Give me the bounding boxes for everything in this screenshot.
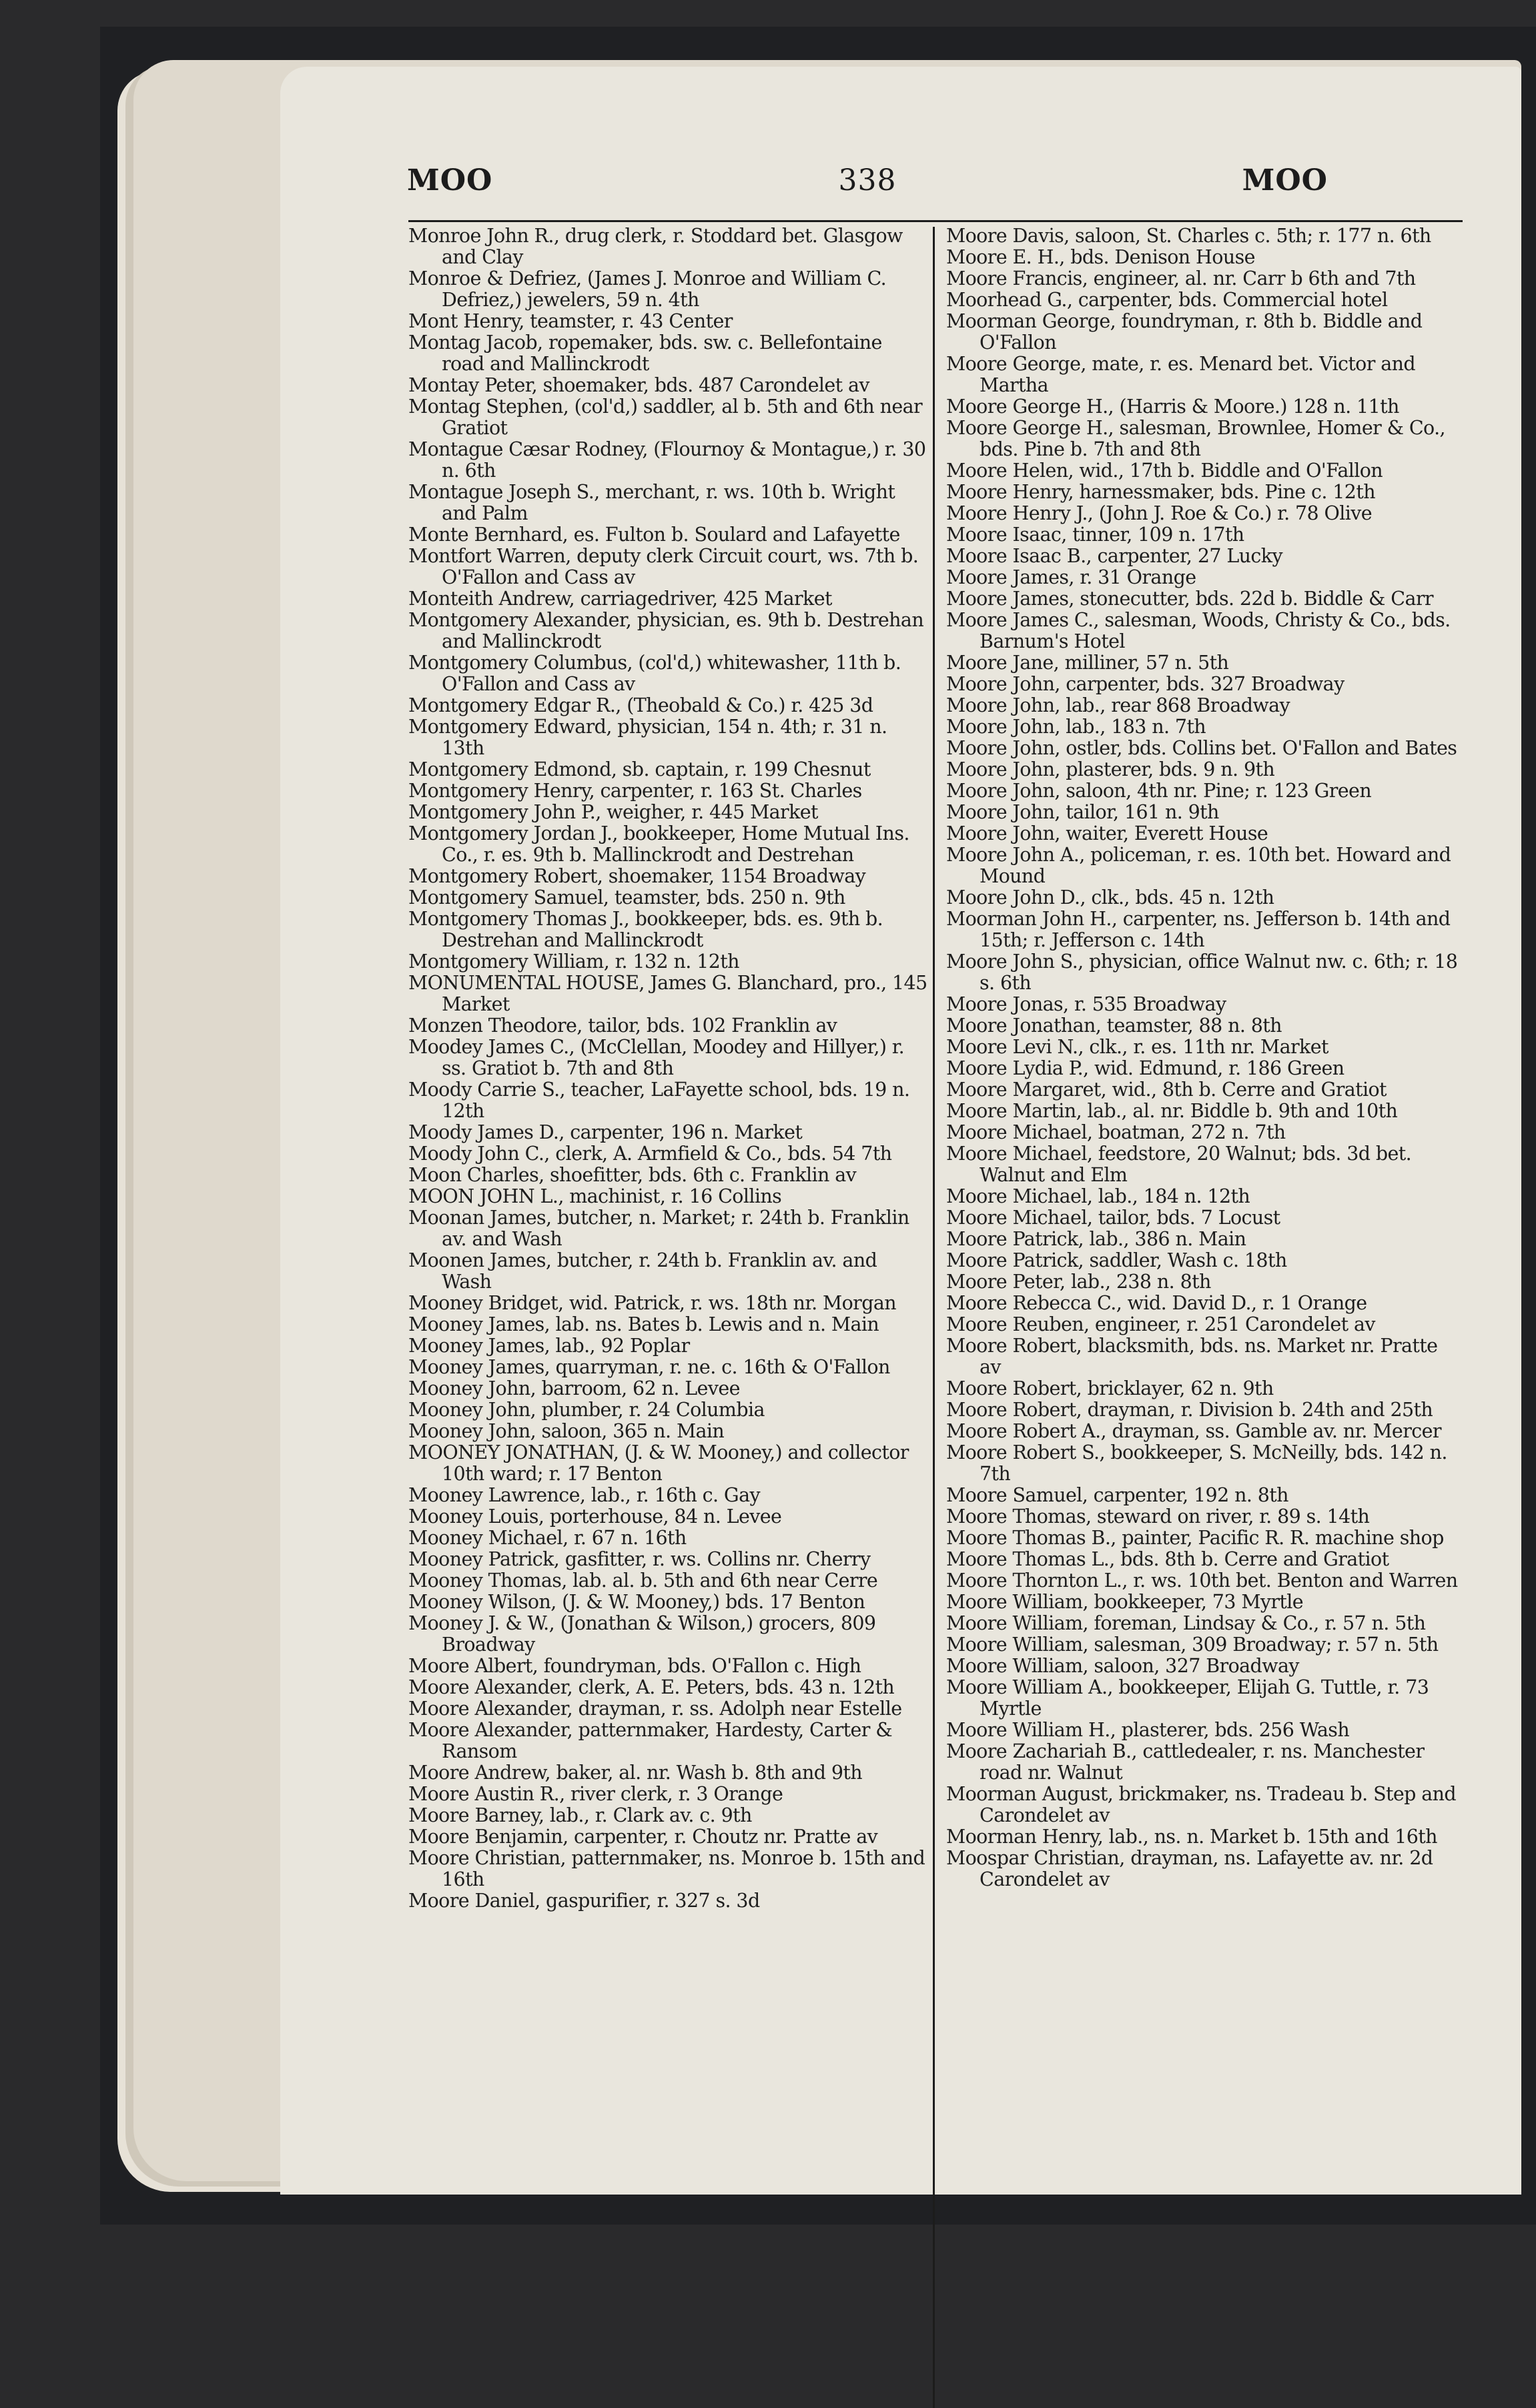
directory-entry: Moore Jonathan, teamster, 88 n. 8th [946,1015,1282,1037]
directory-entry: Mooney Lawrence, lab., r. 16th c. Gay [408,1484,760,1506]
directory-entry: Montague Joseph S., merchant, r. ws. 10th b. Wright and Palm [408,481,895,524]
directory-entry: Moore Alexander, patternmaker, Hardesty, Carter & Ransom [408,1719,892,1762]
directory-entry: Moore William, saloon, 327 Broadway [946,1655,1299,1677]
directory-entry: Moon Charles, shoefitter, bds. 6th c. Franklin av [408,1164,857,1186]
directory-entry: Moore Michael, boatman, 272 n. 7th [946,1121,1286,1143]
directory-entry: Montgomery Robert, shoemaker, 1154 Broadway [408,865,866,887]
directory-entry: Moore Austin R., river clerk, r. 3 Orange [408,1783,783,1805]
directory-entry: Mooney Louis, porterhouse, 84 n. Levee [408,1506,782,1528]
directory-entry: Moore E. H., bds. Denison House [946,246,1255,268]
directory-entry: Moody Carrie S., teacher, LaFayette school, bds. 19 n. 12th [408,1079,910,1122]
directory-entry: Montgomery Henry, carpenter, r. 163 St. Charles [408,780,862,802]
directory-entry: Moore Zachariah B., cattledealer, r. ns. Manchester road nr. Walnut [946,1740,1425,1784]
directory-entry: Moore Michael, feedstore, 20 Walnut; bds. 3d bet. Walnut and Elm [946,1143,1412,1186]
directory-entry: Moorhead G., carpenter, bds. Commercial hotel [946,289,1388,311]
directory-entry: Mooney John, barroom, 62 n. Levee [408,1377,740,1399]
directory-entry: Moore Alexander, clerk, A. E. Peters, bds. 43 n. 12th [408,1676,895,1698]
directory-entry: Mooney Wilson, (J. & W. Mooney,) bds. 17 Benton [408,1591,865,1613]
directory-entry: Moore John A., policeman, r. es. 10th bet. Howard and Mound [946,844,1451,887]
directory-entry: Mooney Michael, r. 67 n. 16th [408,1527,687,1549]
directory-entry: Moore Robert, bricklayer, 62 n. 9th [946,1377,1274,1399]
directory-entry: Moospar Christian, drayman, ns. Lafayette av. nr. 2d Carondelet av [946,1847,1433,1890]
directory-entry: Moore John, ostler, bds. Collins bet. O'Fallon and Bates [946,737,1457,759]
directory-entry: Moore Helen, wid., 17th b. Biddle and O'Fallon [946,460,1383,482]
header-left: MOO [407,163,493,197]
directory-entry: Moody John C., clerk, A. Armfield & Co., bds. 54 7th [408,1143,892,1165]
directory-entry: Moore Henry J., (John J. Roe & Co.) r. 78 Olive [946,502,1373,524]
directory-entry: Moorman August, brickmaker, ns. Tradeau b. Step and Carondelet av [946,1783,1457,1826]
directory-entry: Moorman John H., carpenter, ns. Jefferson b. 14th and 15th; r. Jefferson c. 14th [946,908,1451,951]
directory-entry: Moore Daniel, gaspurifier, r. 327 s. 3d [408,1890,760,1912]
directory-entry: Moore George H., (Harris & Moore.) 128 n. 11th [946,396,1399,418]
directory-entry: Moore John S., physician, office Walnut nw. c. 6th; r. 18 s. 6th [946,951,1458,994]
directory-entry: Moore Barney, lab., r. Clark av. c. 9th [408,1804,752,1826]
directory-entry: Mooney Patrick, gasfitter, r. ws. Collins nr. Cherry [408,1548,871,1570]
directory-entry: Moore John, lab., rear 868 Broadway [946,694,1290,716]
directory-entry: Moore Patrick, lab., 386 n. Main [946,1228,1246,1250]
directory-entry: Monteith Andrew, carriagedriver, 425 Market [408,588,832,610]
directory-entry: Montague Cæsar Rodney, (Flournoy & Montague,) r. 30 n. 6th [408,438,926,482]
directory-entry: Moonan James, butcher, n. Market; r. 24th b. Franklin av. and Wash [408,1207,909,1250]
directory-entry: Moore Jonas, r. 535 Broadway [946,993,1226,1015]
directory-entry: Moore Thomas B., painter, Pacific R. R. machine shop [946,1527,1444,1549]
directory-entry: Moore Thomas L., bds. 8th b. Cerre and Gratiot [946,1548,1389,1570]
column-divider [933,227,935,2408]
directory-entry: Moore Robert S., bookkeeper, S. McNeilly, bds. 142 n. 7th [946,1441,1447,1485]
directory-entry: Mooney J. & W., (Jonathan & Wilson,) grocers, 809 Broadway [408,1612,876,1656]
directory-entry: Moore William, foreman, Lindsay & Co., r. 57 n. 5th [946,1612,1426,1634]
directory-entry: Moore William, bookkeeper, 73 Myrtle [946,1591,1304,1613]
directory-entry: Monroe John R., drug clerk, r. Stoddard bet. Glasgow and Clay [408,225,903,268]
directory-entry: Moore James, stonecutter, bds. 22d b. Biddle & Carr [946,588,1433,610]
directory-entry: Mooney James, quarryman, r. ne. c. 16th & O'Fallon [408,1356,890,1378]
directory-entry: Montgomery Edgar R., (Theobald & Co.) r. 425 3d [408,694,873,716]
directory-entry: Moore Martin, lab., al. nr. Biddle b. 9th and 10th [946,1100,1398,1122]
directory-entry: Moorman George, foundryman, r. 8th b. Biddle and O'Fallon [946,310,1423,354]
directory-entry: Montfort Warren, deputy clerk Circuit court, ws. 7th b. O'Fallon and Cass av [408,545,919,588]
directory-entry: Moore Samuel, carpenter, 192 n. 8th [946,1484,1288,1506]
directory-entry: Moore Henry, harnessmaker, bds. Pine c. 12th [946,481,1375,503]
header-right: MOO [1242,163,1328,197]
right-column [946,225,1463,1890]
directory-entry: Moore Thornton L., r. ws. 10th bet. Benton and Warren [946,1570,1458,1592]
directory-entry: MONUMENTAL HOUSE, James G. Blanchard, pro., 145 Market [408,972,927,1015]
directory-entry: Moore Christian, patternmaker, ns. Monroe b. 15th and 16th [408,1847,925,1890]
directory-entry: Mooney Bridget, wid. Patrick, r. ws. 18th nr. Morgan [408,1292,896,1314]
directory-entry: Mooney Thomas, lab. al. b. 5th and 6th near Cerre [408,1570,878,1592]
directory-entry: Moore William H., plasterer, bds. 256 Wash [946,1719,1350,1741]
directory-entry: Mooney John, plumber, r. 24 Columbia [408,1399,765,1421]
directory-entry: Moore Levi N., clk., r. es. 11th nr. Market [946,1036,1328,1058]
directory-entry: Moore William A., bookkeeper, Elijah G. Tuttle, r. 73 Myrtle [946,1676,1429,1720]
directory-entry: Monte Bernhard, es. Fulton b. Soulard and Lafayette [408,524,900,546]
directory-entry: Moore John, carpenter, bds. 327 Broadway [946,673,1345,695]
directory-entry: Montgomery Samuel, teamster, bds. 250 n. 9th [408,886,845,909]
directory-entry: Moore John, lab., 183 n. 7th [946,716,1206,738]
directory-entry: Moore Jane, milliner, 57 n. 5th [946,652,1229,674]
directory-entry: Moore Patrick, saddler, Wash c. 18th [946,1249,1287,1271]
directory-entry: Moore Alexander, drayman, r. ss. Adolph near Estelle [408,1698,902,1720]
directory-entry: Moore Francis, engineer, al. nr. Carr b 6th and 7th [946,267,1416,289]
directory-entry: Moore John, waiter, Everett House [946,822,1268,844]
directory-entry: Monroe & Defriez, (James J. Monroe and William C. Defriez,) jewelers, 59 n. 4th [408,267,887,311]
directory-entry: Montag Stephen, (col'd,) saddler, al b. 5th and 6th near Gratiot [408,396,923,439]
directory-entry: Moore William, salesman, 309 Broadway; r. 57 n. 5th [946,1634,1439,1656]
directory-entry: Moorman Henry, lab., ns. n. Market b. 15th and 16th [946,1826,1437,1848]
directory-entry: Moore Thomas, steward on river, r. 89 s. 14th [946,1506,1370,1528]
directory-entry: Moore Margaret, wid., 8th b. Cerre and Gratiot [946,1079,1387,1101]
directory-entry: Montgomery Jordan J., bookkeeper, Home Mutual Ins. Co., r. es. 9th b. Mallinckrodt and Destrehan [408,822,909,866]
directory-entry: Montay Peter, shoemaker, bds. 487 Carondelet av [408,374,869,396]
directory-entry: Moore Davis, saloon, St. Charles c. 5th; r. 177 n. 6th [946,225,1431,247]
directory-entry: Mooney John, saloon, 365 n. Main [408,1420,725,1442]
directory-entry: Mooney James, lab. ns. Bates b. Lewis and n. Main [408,1313,879,1335]
page-number: 338 [838,163,897,197]
directory-entry: Moore Lydia P., wid. Edmund, r. 186 Green [946,1057,1345,1079]
directory-entry: Moore James C., salesman, Woods, Christy & Co., bds. Barnum's Hotel [946,609,1451,652]
directory-entry: Moore John, plasterer, bds. 9 n. 9th [946,758,1275,780]
directory-entry: Moody James D., carpenter, 196 n. Market [408,1121,803,1143]
directory-entry: Moore George, mate, r. es. Menard bet. Victor and Martha [946,353,1416,396]
directory-entry: MOON JOHN L., machinist, r. 16 Collins [408,1185,782,1207]
directory-entry: Moore John, tailor, 161 n. 9th [946,801,1219,823]
directory-entry: Moore Robert, blacksmith, bds. ns. Market nr. Pratte av [946,1335,1438,1378]
directory-entry: Mooney James, lab., 92 Poplar [408,1335,690,1357]
directory-entry: Moore Robert A., drayman, ss. Gamble av. nr. Mercer [946,1420,1441,1442]
directory-entry: Montgomery Columbus, (col'd,) whitewasher, 11th b. O'Fallon and Cass av [408,652,901,695]
left-column [408,225,927,1912]
directory-entry: Moore Michael, tailor, bds. 7 Locust [946,1207,1280,1229]
directory-entry: Montgomery Thomas J., bookkeeper, bds. es. 9th b. Destrehan and Mallinckrodt [408,908,883,951]
directory-entry: Moore Andrew, baker, al. nr. Wash b. 8th and 9th [408,1762,863,1784]
directory-entry: Moore Robert, drayman, r. Division b. 24th and 25th [946,1399,1433,1421]
directory-entry: Moore Michael, lab., 184 n. 12th [946,1185,1250,1207]
directory-entry: Moore Albert, foundryman, bds. O'Fallon c. High [408,1655,861,1677]
directory-entry: Montgomery John P., weigher, r. 445 Market [408,801,818,823]
directory-entry: Moore Benjamin, carpenter, r. Choutz nr. Pratte av [408,1826,878,1848]
directory-entry: Moore Isaac B., carpenter, 27 Lucky [946,545,1282,567]
directory-entry: Moonen James, butcher, r. 24th b. Franklin av. and Wash [408,1249,877,1293]
directory-entry: Monzen Theodore, tailor, bds. 102 Franklin av [408,1015,837,1037]
directory-entry: Moore Rebecca C., wid. David D., r. 1 Orange [946,1292,1367,1314]
directory-entry: MOONEY JONATHAN, (J. & W. Mooney,) and collector 10th ward; r. 17 Benton [408,1441,909,1485]
header-rule [408,220,1463,222]
directory-entry: Moore John, saloon, 4th nr. Pine; r. 123 Green [946,780,1372,802]
directory-entry: Moore Isaac, tinner, 109 n. 17th [946,524,1244,546]
directory-entry: Mont Henry, teamster, r. 43 Center [408,310,733,332]
directory-entry: Montgomery Edward, physician, 154 n. 4th; r. 31 n. 13th [408,716,887,759]
directory-entry: Montgomery Edmond, sb. captain, r. 199 Chesnut [408,758,871,780]
directory-entry: Moore John D., clk., bds. 45 n. 12th [946,886,1274,909]
directory-entry: Moore George H., salesman, Brownlee, Homer & Co., bds. Pine b. 7th and 8th [946,417,1446,460]
directory-entry: Montgomery Alexander, physician, es. 9th b. Destrehan and Mallinckrodt [408,609,924,652]
directory-entry: Montgomery William, r. 132 n. 12th [408,951,739,973]
directory-entry: Montag Jacob, ropemaker, bds. sw. c. Bellefontaine road and Mallinckrodt [408,332,882,375]
directory-entry: Moore Reuben, engineer, r. 251 Carondelet av [946,1313,1375,1335]
directory-entry: Moore James, r. 31 Orange [946,566,1196,588]
directory-entry: Moore Peter, lab., 238 n. 8th [946,1271,1211,1293]
directory-entry: Moodey James C., (McClellan, Moodey and Hillyer,) r. ss. Gratiot b. 7th and 8th [408,1036,905,1079]
